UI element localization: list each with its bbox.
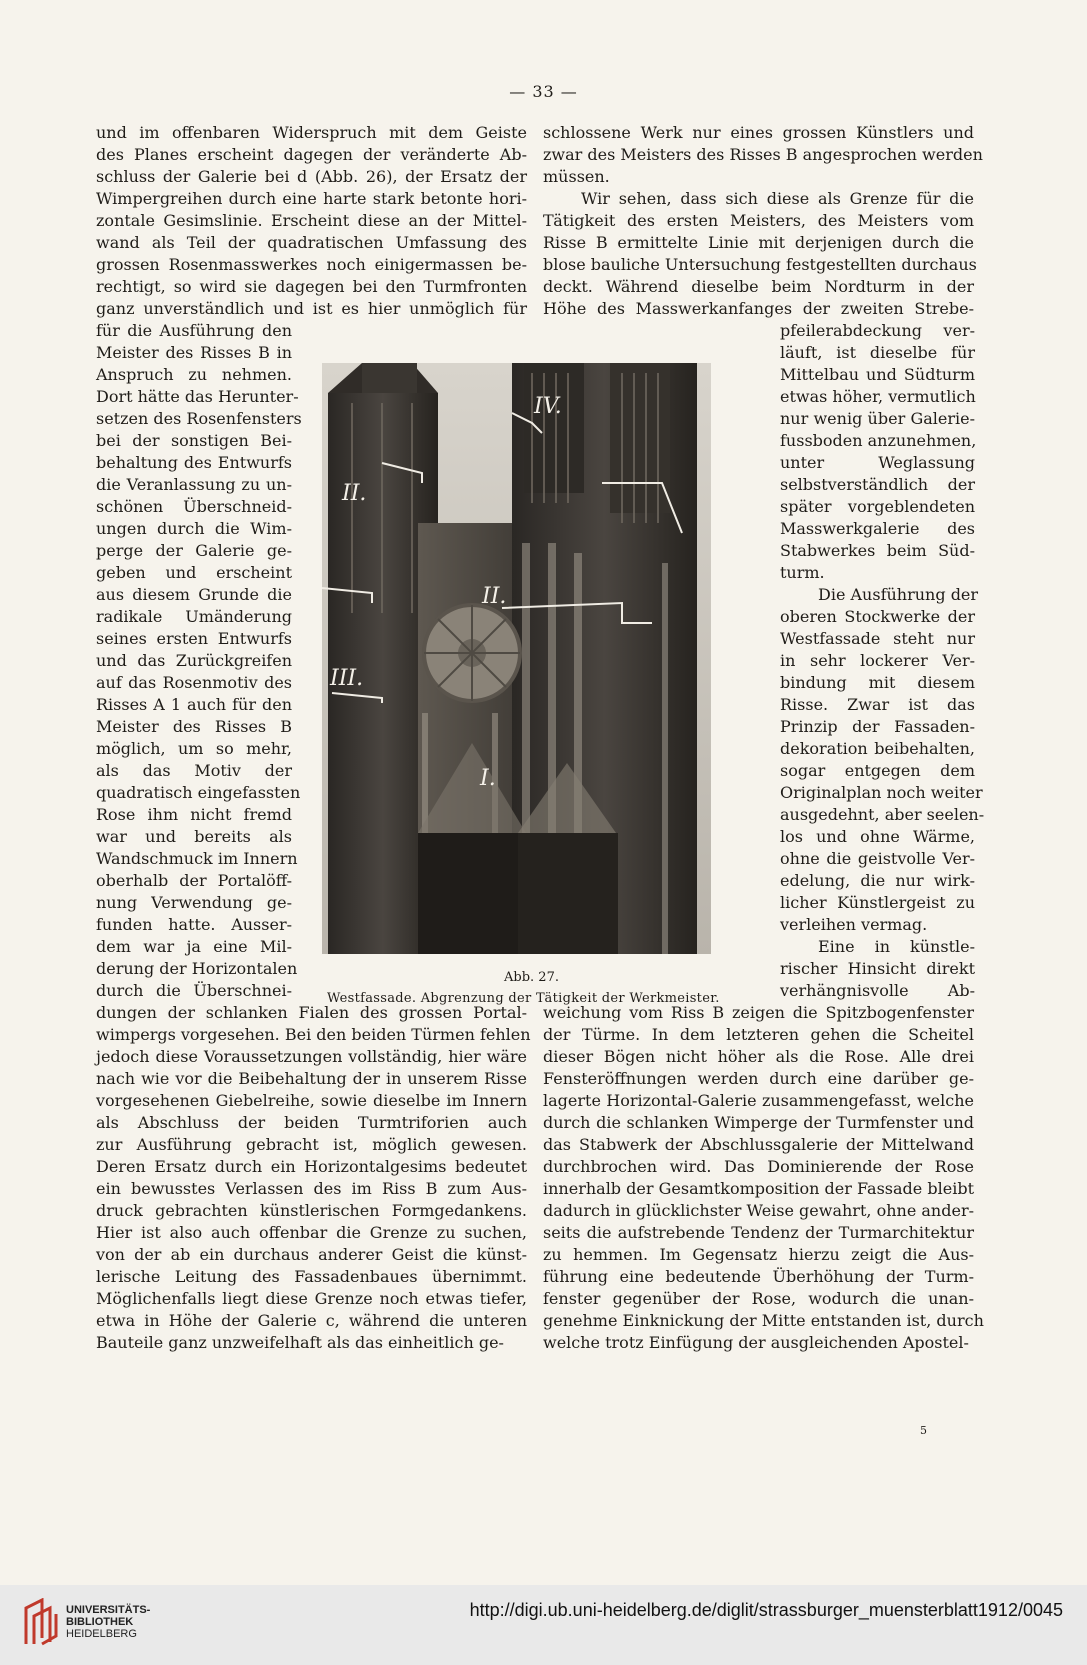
text-line: führung eine bedeutende Überhöhung der Turm- [543,1267,974,1286]
text-line: Wandschmuck im Innern [96,849,298,868]
text-line: ohne die geistvolle Ver- [780,849,975,868]
text-line: Möglichenfalls liegt diese Grenze noch etwas tiefer, [96,1289,527,1308]
text-line: Risse. Zwar ist das [780,695,975,714]
text-line: war und bereits als [96,827,292,846]
library-name-line2: BIBLIOTHEK [66,1616,134,1628]
text-line: müssen. [543,167,610,186]
text-line: Wir sehen, dass sich diese als Grenze für die [581,189,974,208]
text-line: Mittelbau und Südturm [780,365,975,384]
text-line: etwa in Höhe der Galerie c, während die unteren [96,1311,527,1330]
text-line: Höhe des Masswerkanfanges der zweiten Strebe- [543,299,974,318]
page-number: — 33 — [509,82,578,101]
library-logo-icon [22,1598,60,1648]
text-line: von der ab ein durchaus anderer Geist die künst- [96,1245,527,1264]
signature-mark: 5 [920,1424,927,1437]
text-line: nung Verwendung ge- [96,893,292,912]
text-line: turm. [780,563,825,582]
text-line: und das Zurückgreifen [96,651,292,670]
text-line: für die Ausführung den [96,321,292,340]
text-line: bindung mit diesem [780,673,975,692]
text-line: Anspruch zu nehmen. [96,365,292,384]
text-line: druck gebrachten künstlerischen Formgedankens. [96,1201,527,1220]
label-stage-iv: IV. [534,394,562,419]
text-line: innerhalb der Gesamtkomposition der Fassade bleibt [543,1179,974,1198]
text-line: los und ohne Wärme, [780,827,975,846]
figure-caption: Westfassade. Abgrenzung der Tätigkeit der Werkmeister. [327,991,720,1006]
text-line: durchbrochen wird. Das Dominierende der Rose [543,1157,974,1176]
text-line: als Abschluss der beiden Turmtriforien auch [96,1113,527,1132]
text-line: deckt. Während dieselbe beim Nordturm in der [543,277,974,296]
text-line: vorgesehenen Giebelreihe, sowie dieselbe im Innern [96,1091,527,1110]
text-line: seits die aufstrebende Tendenz der Turmarchitektur [543,1223,974,1242]
text-line: dungen der schlanken Fialen des grossen Portal- [96,1003,527,1022]
text-line: bei der sonstigen Bei- [96,431,292,450]
text-line: ganz unverständlich und ist es hier unmöglich für [96,299,527,318]
text-line: Originalplan noch weiter [780,783,983,802]
text-line: Meister des Risses B in [96,343,292,362]
text-line: auf das Rosenmotiv des [96,673,292,692]
text-line: Die Ausführung der [818,585,979,604]
text-line: zur Ausführung gebracht ist, möglich gewesen. [96,1135,527,1154]
text-line: rischer Hinsicht direkt [780,959,975,978]
figure-number: Abb. 27. [504,970,559,985]
text-line: dieser Bögen nicht höher als die Rose. Alle drei [543,1047,974,1066]
text-line: Meister des Risses B [96,717,292,736]
label-stage-ii-north: II. [342,481,367,506]
text-line: ein bewusstes Verlassen des im Riss B zum Aus- [96,1179,527,1198]
text-line: welche trotz Einfügung der ausgleichenden Apostel- [543,1333,969,1352]
text-line: Hier ist also auch offenbar die Grenze zu suchen, [96,1223,527,1242]
text-line: edelung, die nur wirk- [780,871,975,890]
text-line: blose bauliche Untersuchung festgestellten durchaus [543,255,977,274]
text-line: in sehr lockerer Ver- [780,651,975,670]
text-line: fussboden anzunehmen, [780,431,977,450]
text-line: Wimpergreihen durch eine harte stark betonte hori- [96,189,527,208]
text-line: schlossene Werk nur eines grossen Künstlers und [543,123,974,142]
library-name-line3: HEIDELBERG [66,1628,137,1640]
text-line: nur wenig über Galerie- [780,409,975,428]
text-line: durch die Überschnei- [96,981,292,1000]
text-line: später vorgeblendeten [780,497,975,516]
text-line: aus diesem Grunde die [96,585,292,604]
text-line: setzen des Rosenfensters [96,409,302,428]
text-line: perge der Galerie ge- [96,541,292,560]
text-line: Deren Ersatz durch ein Horizontalgesims bedeutet [96,1157,527,1176]
text-line: fenster gegenüber der Rose, wodurch die unan- [543,1289,974,1308]
text-line: unter Weglassung [780,453,975,472]
library-name-line1: UNIVERSITÄTS- [66,1604,151,1616]
text-line: des Planes erscheint dagegen der veränderte Ab- [96,145,527,164]
label-stage-ii-center: II. [482,584,507,609]
text-line: jedoch diese Voraussetzungen vollständig, hier wäre [96,1047,527,1066]
text-line: quadratisch eingefassten [96,783,301,802]
text-line: Prinzip der Fassaden- [780,717,975,736]
text-line: grossen Rosenmasswerkes noch einigermassen be- [96,255,527,274]
text-line: läuft, ist dieselbe für [780,343,975,362]
text-line: pfeilerabdeckung ver- [780,321,975,340]
text-line: nach wie vor die Beibehaltung der in unserem Risse [96,1069,527,1088]
text-line: Westfassade steht nur [780,629,975,648]
text-line: ungen durch die Wim- [96,519,292,538]
text-line: selbstverständlich der [780,475,975,494]
text-line: die Veranlassung zu un- [96,475,292,494]
text-line: weichung vom Riss B zeigen die Spitzbogenfenster [543,1003,974,1022]
text-line: verleihen vermag. [780,915,928,934]
text-line: durch die schlanken Wimperge der Turmfenster und [543,1113,974,1132]
text-line: radikale Umänderung [96,607,292,626]
text-line: Tätigkeit des ersten Meisters, des Meisters vom [543,211,974,230]
label-stage-i: I. [480,766,496,791]
text-line: möglich, um so mehr, [96,739,292,758]
text-line: Dort hätte das Herunter- [96,387,299,406]
label-stage-iii: III. [330,666,364,691]
text-line: Risses A 1 auch für den [96,695,292,714]
text-line: Stabwerkes beim Süd- [780,541,975,560]
text-line: schönen Überschneid- [96,497,292,516]
text-line: als das Motiv der [96,761,292,780]
text-line: derung der Horizontalen [96,959,298,978]
text-line: wand als Teil der quadratischen Umfassung des [96,233,527,252]
text-line: zwar des Meisters des Risses B angesprochen werden [543,145,983,164]
text-line: Eine in künstle- [818,937,975,956]
footer-bar [0,1585,1087,1665]
library-name [66,1604,150,1640]
text-line: verhängnisvolle Ab- [780,981,975,1000]
text-line: zontale Gesimslinie. Erscheint diese an der Mittel- [96,211,527,230]
text-line: Masswerkgalerie des [780,519,975,538]
text-line: etwas höher, vermutlich [780,387,976,406]
text-line: dekoration beibehalten, [780,739,975,758]
text-line: dem war ja eine Mil- [96,937,292,956]
text-line: Rose ihm nicht fremd [96,805,292,824]
text-line: und im offenbaren Widerspruch mit dem Geiste [96,123,527,142]
text-line: der Türme. In dem letzteren gehen die Scheitel [543,1025,974,1044]
text-line: das Stabwerk der Abschlussgalerie der Mittelwand [543,1135,974,1154]
text-line: rechtigt, so wird sie dagegen bei den Turmfronten [96,277,527,296]
text-line: wimpergs vorgesehen. Bei den beiden Türmen fehlen [96,1025,531,1044]
text-line: oberen Stockwerke der [780,607,975,626]
text-line: lerische Leitung des Fassadenbaues übernimmt. [96,1267,527,1286]
text-line: behaltung des Entwurfs [96,453,292,472]
text-line: oberhalb der Portalöff- [96,871,292,890]
cathedral-photo [322,363,711,954]
text-line: dadurch in glücklichster Weise gewahrt, ohne ander- [543,1201,974,1220]
text-line: Bauteile ganz unzweifelhaft als das einheitlich ge- [96,1333,504,1352]
text-line: genehme Einknickung der Mitte entstanden ist, durch [543,1311,984,1330]
source-url[interactable]: http://digi.ub.uni-heidelberg.de/diglit/strassburger_muensterblatt1912/0045 [469,1600,1063,1620]
text-line: Fensteröffnungen werden durch eine darüber ge- [543,1069,974,1088]
text-line: funden hatte. Ausser- [96,915,292,934]
text-line: lagerte Horizontal-Galerie zusammengefasst, welche [543,1091,974,1110]
text-line: ausgedehnt, aber seelen- [780,805,985,824]
text-line: schluss der Galerie bei d (Abb. 26), der Ersatz der [96,167,527,186]
text-line: zu hemmen. Im Gegensatz hierzu zeigt die Aus- [543,1245,974,1264]
text-line: seines ersten Entwurfs [96,629,292,648]
text-line: sogar entgegen dem [780,761,975,780]
text-line: licher Künstlergeist zu [780,893,975,912]
text-line: Risse B ermittelte Linie mit derjenigen durch die [543,233,974,252]
text-line: geben und erscheint [96,563,292,582]
